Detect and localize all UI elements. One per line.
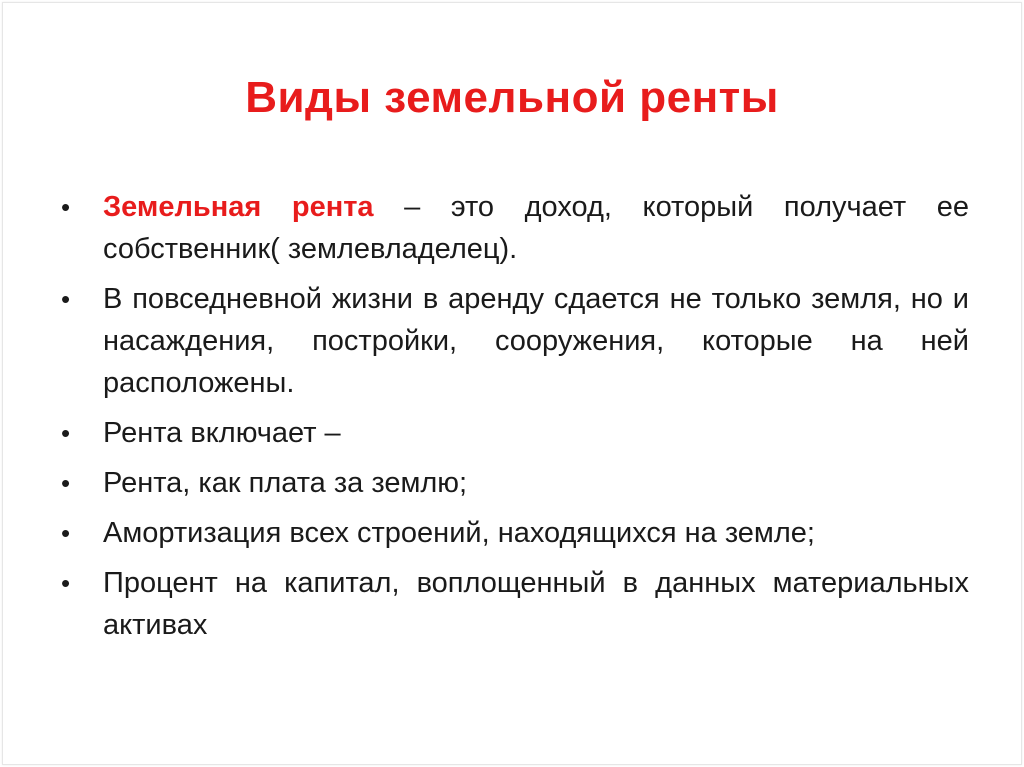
bullet-icon: • [61, 568, 71, 598]
bullet-icon: • [61, 192, 71, 222]
bullet-text: В повседневной жизни в аренду сдается не только земля, но и насаждения, постройки, сооружения, которые на ней расположены. [103, 283, 969, 399]
bullet-text: – это доход, который получает ее собственник( землевладелец). [103, 191, 969, 265]
bullet-icon: • [61, 468, 71, 498]
bullet-item [61, 278, 969, 404]
bullet-item [61, 462, 969, 504]
bullet-list [61, 186, 969, 654]
slide [2, 2, 1022, 765]
bullet-highlight: Земельная рента [103, 191, 374, 223]
bullet-item [61, 412, 969, 454]
bullet-icon: • [61, 418, 71, 448]
bullet-text: Рента, как плата за землю; [103, 467, 468, 499]
bullet-item [61, 512, 969, 554]
bullet-text: Рента включает – [103, 417, 341, 449]
bullet-text: Процент на капитал, воплощенный в данных материальных активах [103, 567, 969, 641]
bullet-item [61, 186, 969, 270]
bullet-icon: • [61, 284, 71, 314]
bullet-icon: • [61, 518, 71, 548]
slide-title: Виды земельной ренты [245, 73, 779, 122]
bullet-text: Амортизация всех строений, находящихся на земле; [103, 517, 815, 549]
bullet-item [61, 562, 969, 646]
